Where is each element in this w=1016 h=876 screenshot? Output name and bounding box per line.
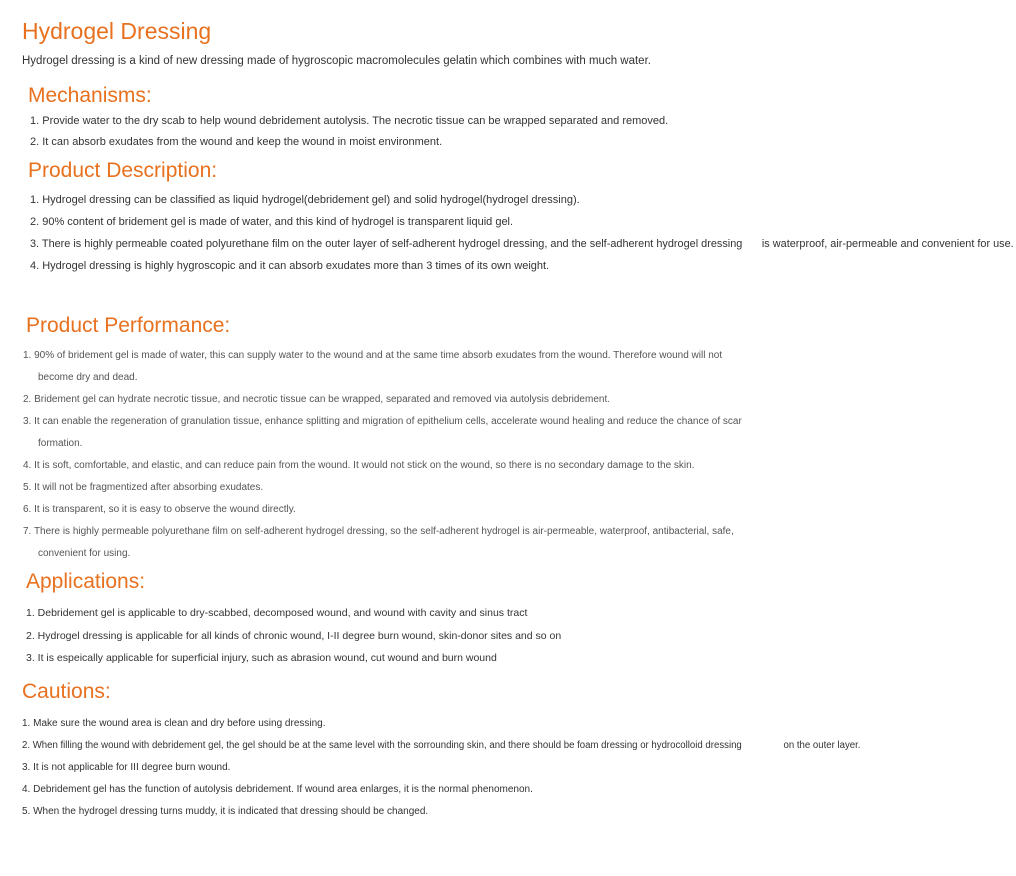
list-item: 2. Bridement gel can hydrate necrotic tissue, and necrotic tissue can be wrapped, separated and removed via autolysis debridement. [23, 394, 610, 405]
list-item: 1. Provide water to the dry scab to help wound debridement autolysis. The necrotic tissue can be wrapped separated and removed. [30, 115, 669, 127]
product-performance-heading: Product Performance: [26, 314, 231, 337]
list-item: 3. There is highly permeable coated polyurethane film on the outer layer of self-adherent hydrogel dressing, and the self-adherent hydrogel dressing is waterproof, air-permeable and convenient for use. [30, 238, 1014, 250]
list-item: 7. There is highly permeable polyurethane film on self-adherent hydrogel dressing, so the self-adherent hydrogel is air-permeable, waterproof, antibacterial, safe, convenient for using. [23, 526, 734, 559]
list-item: 1. Debridement gel is applicable to dry-scabbed, decomposed wound, and wound with cavity and sinus tract [26, 607, 528, 619]
list-item: 2. Hydrogel dressing is applicable for all kinds of chronic wound, I-II degree burn wound, skin-donor sites and so on [26, 629, 562, 642]
list-item: 3. It is espeically applicable for superficial injury, such as abrasion wound, cut wound and burn wound [26, 652, 497, 664]
list-item: 2. It can absorb exudates from the wound and keep the wound in moist environment. [30, 136, 443, 148]
page-title: Hydrogel Dressing [22, 18, 212, 44]
list-item: 2. When filling the wound with debridement gel, the gel should be at the same level with the sorrounding skin, and there should be foam dressing or hydrocolloid dressing on the outer layer. [22, 740, 861, 751]
product-performance-list [23, 345, 742, 565]
mechanisms-heading: Mechanisms: [28, 84, 152, 107]
product-description-list [30, 189, 1016, 277]
mechanisms-list [30, 111, 668, 153]
list-item: 5. When the hydrogel dressing turns muddy, it is indicated that dressing should be changed. [22, 806, 429, 817]
list-item: 5. It will not be fragmentized after absorbing exudates. [23, 482, 264, 493]
list-item: 3. It is not applicable for III degree burn wound. [22, 762, 231, 773]
cautions-heading: Cautions: [22, 680, 111, 703]
list-item: 3. It can enable the regeneration of granulation tissue, enhance splitting and migration of epithelium cells, accelerate wound healing and reduce the chance of scar formation. [23, 416, 742, 449]
list-item: 4. Debridement gel has the function of autolysis debridement. If wound area enlarges, it is the normal phenomenon. [22, 784, 533, 795]
list-item: 1. Make sure the wound area is clean and dry before using dressing. [22, 718, 326, 729]
list-item: 1. Hydrogel dressing can be classified as liquid hydrogel(debridement gel) and solid hydrogel(hydrogel dressing). [30, 194, 580, 206]
list-item: 6. It is transparent, so it is easy to observe the wound directly. [23, 504, 296, 515]
product-description-heading: Product Description: [28, 159, 218, 182]
applications-heading: Applications: [26, 570, 146, 593]
cautions-list [22, 713, 864, 823]
intro-text: Hydrogel dressing is a kind of new dressing made of hygroscopic macromolecules gelatin which combines with much water. [22, 55, 651, 67]
list-item: 4. Hydrogel dressing is highly hygroscopic and it can absorb exudates more than 3 times of its own weight. [30, 260, 550, 272]
list-item: 4. It is soft, comfortable, and elastic, and can reduce pain from the wound. It would not stick on the wound, so there is no secondary damage to the skin. [23, 460, 695, 471]
list-item: 2. 90% content of bridement gel is made of water, and this kind of hydrogel is transparent liquid gel. [30, 216, 514, 228]
list-item: 1. 90% of bridement gel is made of water, this can supply water to the wound and at the same time absorb exudates from the wound. Therefore wound will not become dry and dead. [23, 350, 723, 383]
applications-list [26, 602, 561, 670]
